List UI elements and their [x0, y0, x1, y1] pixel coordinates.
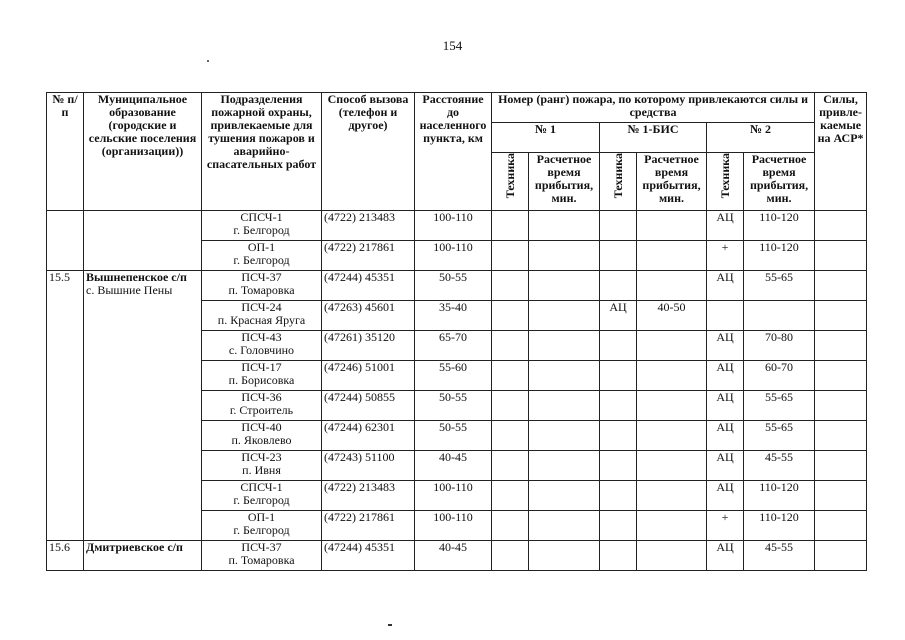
cell-r1bis-time — [637, 211, 707, 241]
cell-r1-time — [529, 451, 600, 481]
cell-num: 15.5 — [47, 271, 84, 541]
cell-r1bis-time: 40-50 — [637, 301, 707, 331]
unit-name: ПСЧ-37 — [241, 270, 282, 284]
fire-forces-table — [46, 92, 867, 571]
cell-unit — [202, 541, 322, 571]
unit-name: ПСЧ-24 — [241, 300, 282, 314]
cell-r2-equipment: АЦ — [707, 421, 744, 451]
header-arrival-2: Расчетное время прибытия, мин. — [744, 153, 815, 211]
cell-r1bis-time — [637, 451, 707, 481]
header-num: № п/п — [47, 93, 84, 211]
cell-r1bis-time — [637, 331, 707, 361]
cell-distance: 100-110 — [415, 241, 492, 271]
cell-phone: (47244) 45351 — [322, 271, 415, 301]
cell-r1-time — [529, 331, 600, 361]
cell-unit — [202, 421, 322, 451]
cell-r2-time — [744, 301, 815, 331]
municipality-name: Вышнепенское с/п — [86, 270, 187, 284]
cell-r1-time — [529, 391, 600, 421]
cell-r1bis-time — [637, 511, 707, 541]
cell-phone: (47244) 45351 — [322, 541, 415, 571]
cell-distance: 35-40 — [415, 301, 492, 331]
cell-asr — [815, 421, 867, 451]
cell-r1bis-equipment — [600, 451, 637, 481]
cell-municipality — [84, 271, 202, 541]
cell-r1bis-equipment — [600, 421, 637, 451]
cell-phone: (4722) 213483 — [322, 481, 415, 511]
cell-r1bis-equipment — [600, 541, 637, 571]
cell-r1-equipment — [492, 391, 529, 421]
cell-distance: 65-70 — [415, 331, 492, 361]
cell-r2-time: 110-120 — [744, 481, 815, 511]
cell-r2-equipment: АЦ — [707, 541, 744, 571]
cell-unit — [202, 391, 322, 421]
cell-r2-time: 70-80 — [744, 331, 815, 361]
header-equipment-1bis — [600, 153, 637, 211]
cell-r1bis-equipment — [600, 271, 637, 301]
cell-r2-time: 110-120 — [744, 241, 815, 271]
unit-place: п. Красная Яруга — [217, 313, 306, 327]
table-row — [47, 271, 867, 301]
cell-r2-equipment: АЦ — [707, 271, 744, 301]
unit-name: ПСЧ-40 — [241, 420, 282, 434]
cell-num — [47, 211, 84, 271]
cell-asr — [815, 511, 867, 541]
cell-r1-equipment — [492, 421, 529, 451]
unit-name: ПСЧ-23 — [241, 450, 282, 464]
cell-distance: 50-55 — [415, 271, 492, 301]
cell-r1-time — [529, 271, 600, 301]
cell-r1-time — [529, 301, 600, 331]
header-equipment-1bis-label: Техника — [610, 153, 625, 199]
unit-name: ПСЧ-37 — [241, 540, 282, 554]
cell-asr — [815, 481, 867, 511]
header-call-method: Способ вызова (телефон и другое) — [322, 93, 415, 211]
cell-r2-equipment: АЦ — [707, 481, 744, 511]
header-distance: Расстояние до населенного пункта, км — [415, 93, 492, 211]
cell-asr — [815, 451, 867, 481]
cell-num: 15.6 — [47, 541, 84, 571]
cell-asr — [815, 391, 867, 421]
cell-r2-equipment: + — [707, 511, 744, 541]
cell-r2-time: 45-55 — [744, 541, 815, 571]
cell-asr — [815, 361, 867, 391]
unit-place: г. Строитель — [229, 403, 294, 417]
cell-r2-time: 55-65 — [744, 421, 815, 451]
cell-r1bis-equipment — [600, 391, 637, 421]
unit-name: ПСЧ-43 — [241, 330, 282, 344]
cell-phone: (47244) 62301 — [322, 421, 415, 451]
cell-r1bis-time — [637, 541, 707, 571]
cell-r1-equipment — [492, 301, 529, 331]
cell-distance: 55-60 — [415, 361, 492, 391]
cell-distance: 50-55 — [415, 391, 492, 421]
cell-r2-time: 60-70 — [744, 361, 815, 391]
unit-place: г. Белгород — [233, 223, 290, 237]
cell-r2-time: 55-65 — [744, 271, 815, 301]
unit-place: п. Яковлево — [231, 433, 292, 447]
cell-unit — [202, 511, 322, 541]
cell-r1-time — [529, 511, 600, 541]
cell-r1-equipment — [492, 241, 529, 271]
cell-unit — [202, 241, 322, 271]
cell-phone: (47246) 51001 — [322, 361, 415, 391]
cell-r1bis-equipment — [600, 361, 637, 391]
unit-name: СПСЧ-1 — [240, 480, 283, 494]
cell-r2-equipment: АЦ — [707, 361, 744, 391]
cell-r1-time — [529, 211, 600, 241]
cell-r2-equipment — [707, 301, 744, 331]
unit-place: г. Белгород — [233, 523, 290, 537]
header-asr: Силы, привле-каемые на АСР* — [815, 93, 867, 211]
cell-r2-time: 110-120 — [744, 511, 815, 541]
header-arrival-1bis: Расчетное время прибытия, мин. — [637, 153, 707, 211]
header-rank-1: № 1 — [492, 123, 600, 153]
cell-asr — [815, 211, 867, 241]
header-equipment-1-label: Техника — [502, 153, 517, 199]
cell-phone: (47261) 35120 — [322, 331, 415, 361]
cell-r1bis-time — [637, 241, 707, 271]
unit-place: с. Головчино — [228, 343, 295, 357]
cell-municipality — [84, 211, 202, 271]
cell-r1-equipment — [492, 271, 529, 301]
unit-place: п. Ивня — [242, 463, 281, 477]
header-equipment-2 — [707, 153, 744, 211]
cell-asr — [815, 301, 867, 331]
cell-r1-equipment — [492, 451, 529, 481]
municipality-name: Дмитриевское с/п — [86, 540, 183, 554]
municipality-center: с. Вышние Пены — [86, 283, 173, 297]
page-dot — [207, 60, 209, 62]
cell-r1-time — [529, 481, 600, 511]
cell-distance: 40-45 — [415, 451, 492, 481]
cell-distance: 100-110 — [415, 211, 492, 241]
header-equipment-1 — [492, 153, 529, 211]
cell-r1bis-equipment — [600, 481, 637, 511]
unit-place: п. Борисовка — [228, 373, 295, 387]
unit-place: г. Белгород — [233, 253, 290, 267]
cell-r2-time: 110-120 — [744, 211, 815, 241]
cell-phone: (47244) 50855 — [322, 391, 415, 421]
header-municipality: Муниципальное образование (городские и сельские поселения (организации)) — [84, 93, 202, 211]
header-arrival-1: Расчетное время прибытия, мин. — [529, 153, 600, 211]
cell-distance: 100-110 — [415, 511, 492, 541]
cell-phone: (47243) 51100 — [322, 451, 415, 481]
cell-distance: 50-55 — [415, 421, 492, 451]
cell-r1bis-time — [637, 361, 707, 391]
cell-phone: (4722) 213483 — [322, 211, 415, 241]
table-row — [47, 541, 867, 571]
unit-name: ОП-1 — [247, 510, 276, 524]
cell-r1-time — [529, 541, 600, 571]
unit-place: г. Белгород — [233, 493, 290, 507]
cell-unit — [202, 301, 322, 331]
cell-r1bis-equipment — [600, 241, 637, 271]
cell-r1bis-time — [637, 481, 707, 511]
cell-r1bis-time — [637, 391, 707, 421]
cell-r2-time: 45-55 — [744, 451, 815, 481]
cell-phone: (47263) 45601 — [322, 301, 415, 331]
cell-asr — [815, 331, 867, 361]
header-units: Подразделения пожарной охраны, привлекаемые для тушения пожаров и аварийно-спасательных работ — [202, 93, 322, 211]
cell-r2-equipment: АЦ — [707, 391, 744, 421]
cell-r1bis-equipment: АЦ — [600, 301, 637, 331]
cell-r2-equipment: + — [707, 241, 744, 271]
cell-asr — [815, 271, 867, 301]
cell-r1-equipment — [492, 541, 529, 571]
cell-r1-equipment — [492, 481, 529, 511]
unit-place: п. Томаровка — [228, 283, 295, 297]
cell-r1-equipment — [492, 511, 529, 541]
unit-place: п. Томаровка — [228, 553, 295, 567]
header-rank-1bis: № 1-БИС — [600, 123, 707, 153]
unit-name: ПСЧ-36 — [241, 390, 282, 404]
unit-name: СПСЧ-1 — [240, 210, 283, 224]
cell-distance: 100-110 — [415, 481, 492, 511]
cell-r1-time — [529, 421, 600, 451]
cell-r1bis-equipment — [600, 511, 637, 541]
cell-phone: (4722) 217861 — [322, 511, 415, 541]
cell-unit — [202, 481, 322, 511]
cell-r1-equipment — [492, 331, 529, 361]
cell-municipality — [84, 541, 202, 571]
cell-unit — [202, 331, 322, 361]
cell-asr — [815, 241, 867, 271]
header-rank-2: № 2 — [707, 123, 815, 153]
cell-r1bis-equipment — [600, 331, 637, 361]
cell-phone: (4722) 217861 — [322, 241, 415, 271]
cell-distance: 40-45 — [415, 541, 492, 571]
cell-r2-equipment: АЦ — [707, 331, 744, 361]
cell-r1-equipment — [492, 211, 529, 241]
unit-name: ОП-1 — [247, 240, 276, 254]
cell-r2-equipment: АЦ — [707, 451, 744, 481]
cell-r1bis-time — [637, 421, 707, 451]
cell-r2-time: 55-65 — [744, 391, 815, 421]
cell-unit — [202, 271, 322, 301]
cell-unit — [202, 211, 322, 241]
cell-r1bis-time — [637, 271, 707, 301]
unit-name: ПСЧ-17 — [241, 360, 282, 374]
page-number: 154 — [442, 38, 463, 53]
cell-unit — [202, 361, 322, 391]
cell-r1bis-equipment — [600, 211, 637, 241]
header-rank-group: Номер (ранг) пожара, по которому привлекаются силы и средства — [492, 93, 815, 123]
cell-r1-time — [529, 241, 600, 271]
cell-r1-time — [529, 361, 600, 391]
header-equipment-2-label: Техника — [717, 153, 732, 199]
cell-r1-equipment — [492, 361, 529, 391]
cell-asr — [815, 541, 867, 571]
cell-r2-equipment: АЦ — [707, 211, 744, 241]
bottom-mark — [388, 624, 392, 626]
cell-unit — [202, 451, 322, 481]
table-row — [47, 211, 867, 241]
